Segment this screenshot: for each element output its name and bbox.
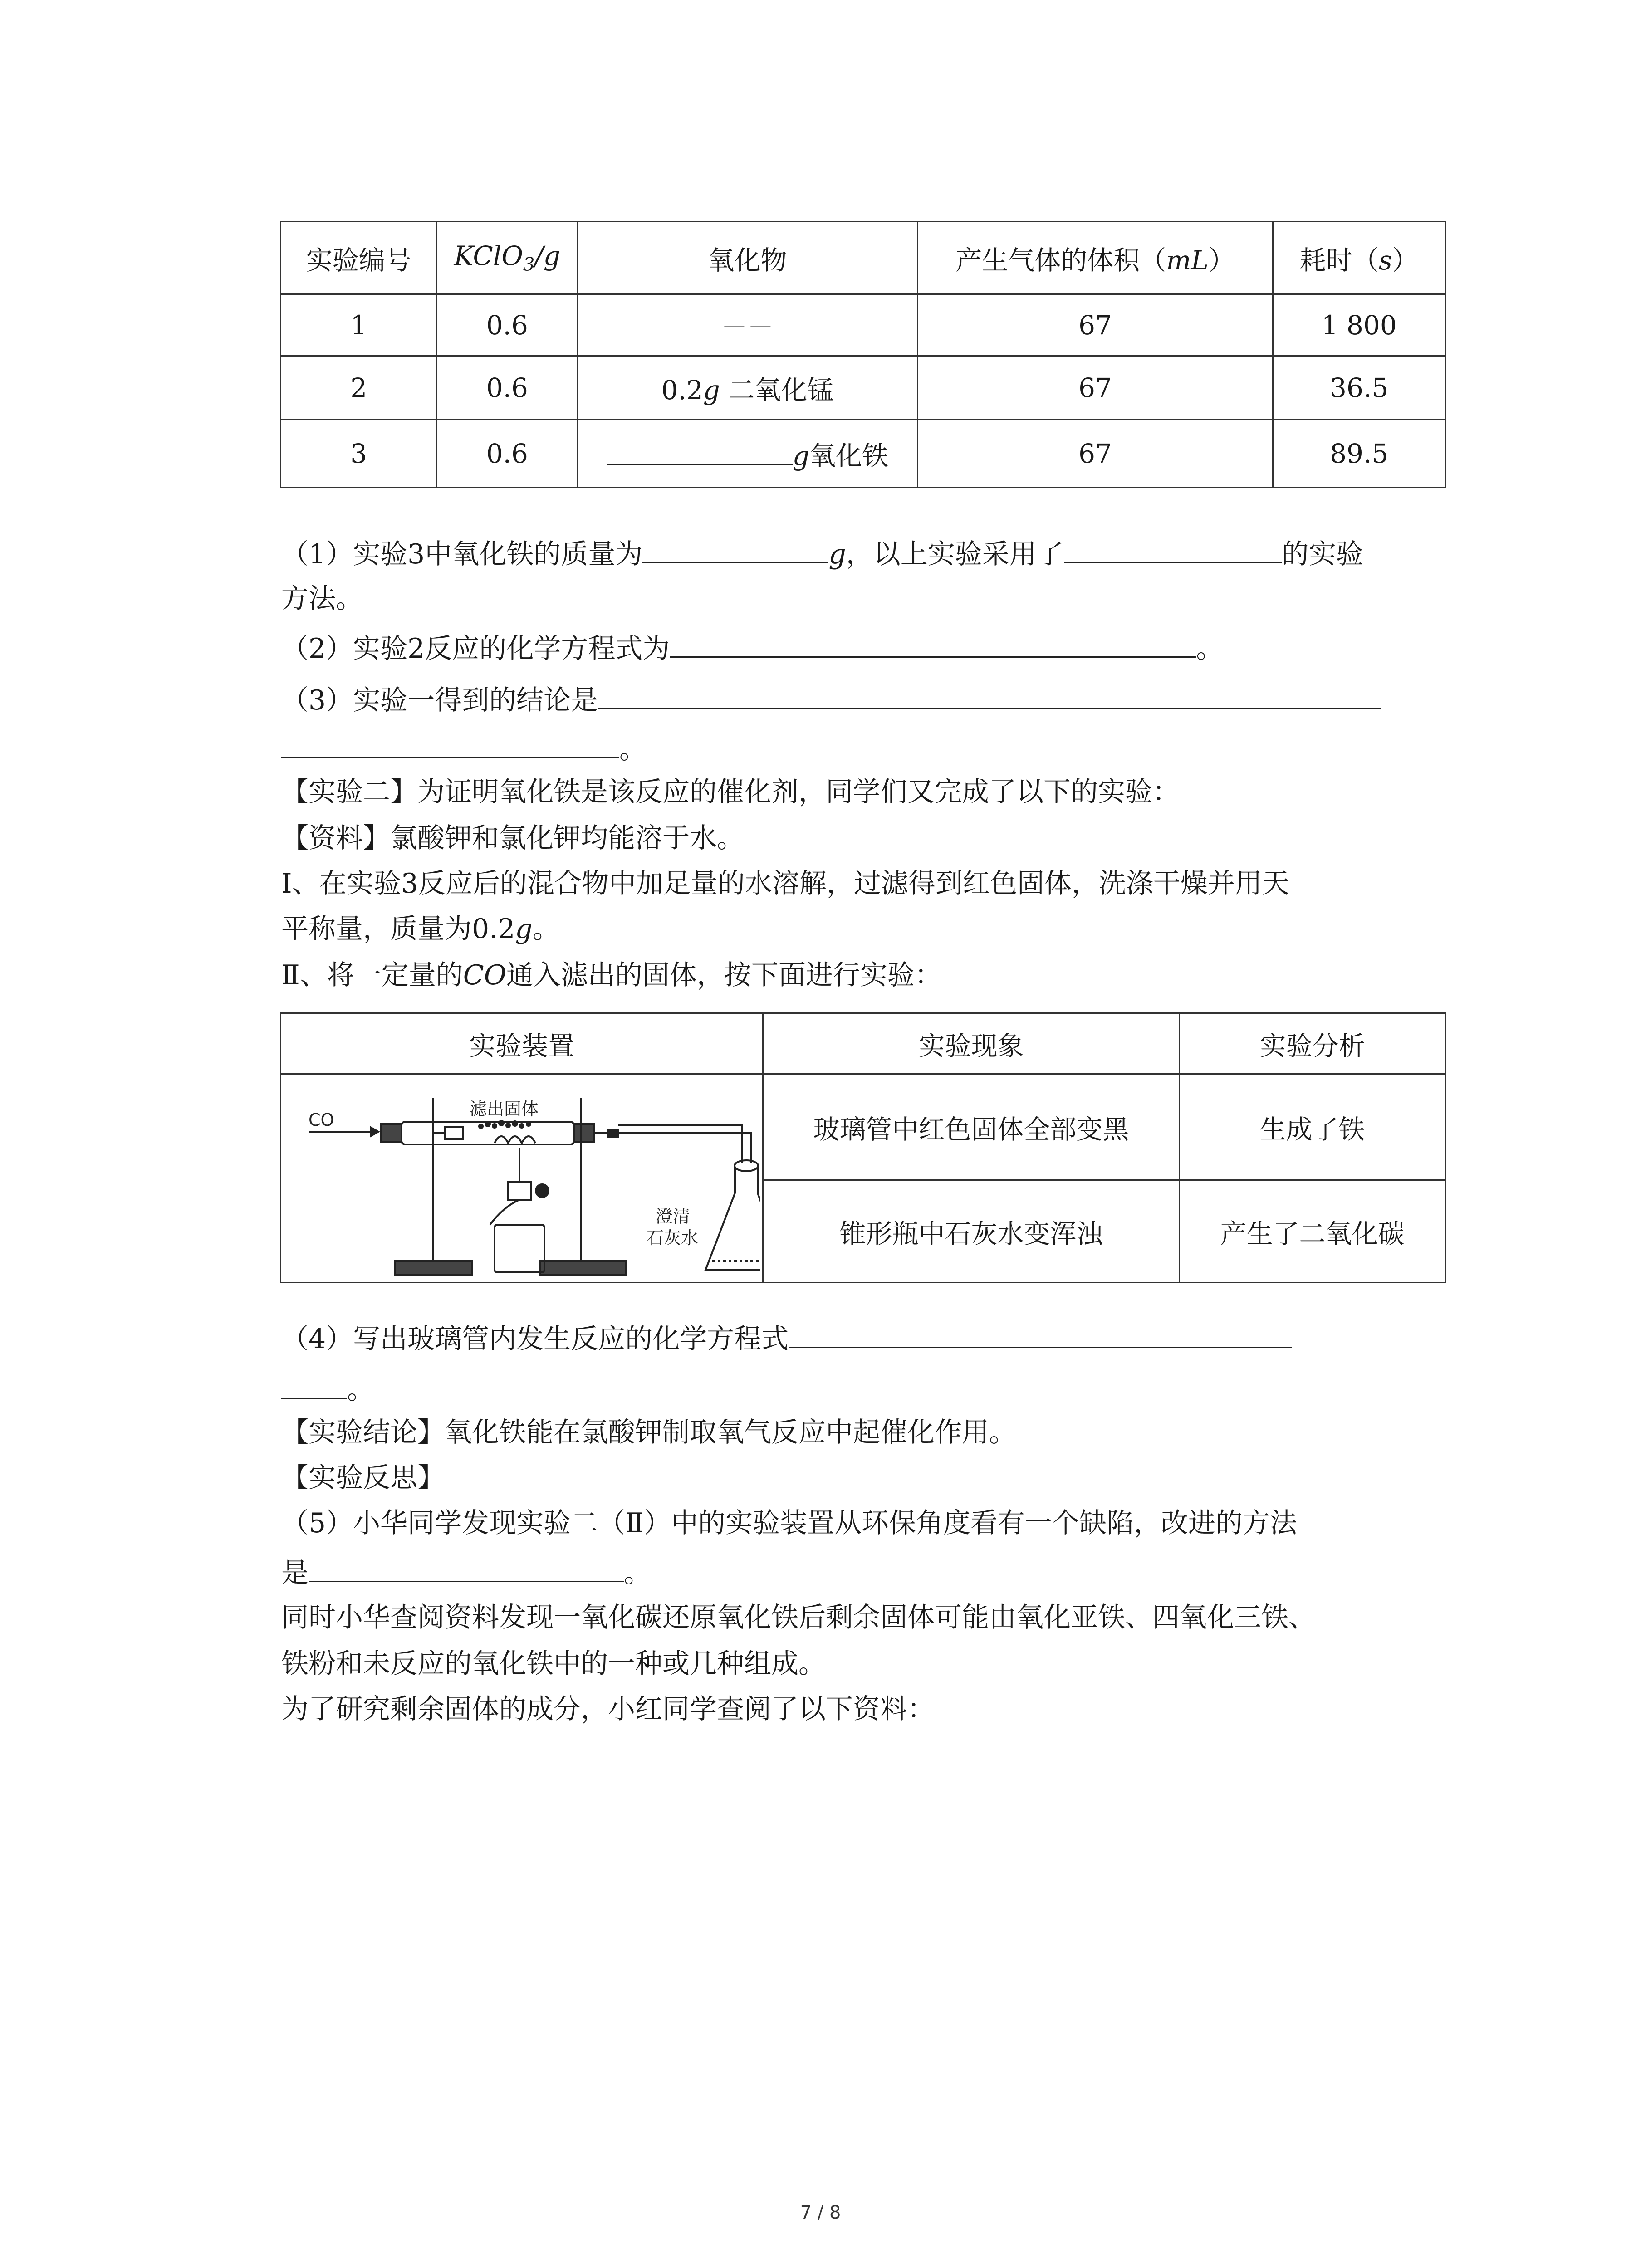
experiment-table-2 — [280, 1012, 1446, 1283]
header-apparatus: 实验装置 — [281, 1013, 763, 1074]
answer-blank[interactable] — [642, 562, 828, 563]
paragraph-1-cont: 铁粉和未反应的氧化铁中的一种或几种组成。 — [281, 1648, 826, 1680]
cell-exp-no: 1 — [281, 294, 437, 356]
solid-label: 滤出固体 — [470, 1099, 539, 1119]
question-5-cont: 是 。 — [281, 1557, 651, 1589]
exp2-step2: Ⅱ、将一定量的CO通入滤出的固体，按下面进行实验： — [281, 959, 942, 991]
cell-phenomenon: 玻璃管中红色固体全部变黑 — [763, 1074, 1179, 1180]
experiment-reflection: 【实验反思】 — [281, 1462, 445, 1494]
cell-time: 1 800 — [1273, 294, 1445, 356]
cell-kclo3: 0.6 — [437, 294, 578, 356]
cell-analysis: 生成了铁 — [1180, 1074, 1445, 1180]
answer-blank[interactable] — [670, 656, 1196, 658]
cell-exp-no: 2 — [281, 356, 437, 420]
header-analysis: 实验分析 — [1180, 1013, 1445, 1074]
question-5-line: （5）小华同学发现实验二（Ⅱ）中的实验装置从环保角度看有一个缺陷，改进的方法 — [281, 1507, 1297, 1539]
limewater-label-2: 石灰水 — [647, 1227, 699, 1248]
cell-volume: 67 — [917, 294, 1273, 356]
exp2-title: 【实验二】为证明氧化铁是该反应的催化剂，同学们又完成了以下的实验： — [281, 776, 1180, 808]
header-exp-no: 实验编号 — [281, 222, 437, 294]
table-header-row — [281, 222, 1445, 294]
cell-kclo3: 0.6 — [437, 420, 578, 488]
cell-analysis: 产生了二氧化碳 — [1180, 1180, 1445, 1283]
question-3-line: （3）实验一得到的结论是 — [281, 682, 1381, 719]
answer-blank[interactable] — [598, 708, 1381, 709]
cell-oxide: －－ — [578, 294, 917, 356]
table-row — [281, 356, 1445, 420]
co-label: CO — [309, 1110, 334, 1130]
page-number: 7 / 8 — [800, 2202, 841, 2223]
apparatus-diagram — [281, 1075, 760, 1282]
paragraph-1: 同时小华查阅资料发现一氧化碳还原氧化铁后剩余固体可能由氧化亚铁、四氧化三铁、 — [281, 1602, 1316, 1633]
header-oxide: 氧化物 — [578, 222, 917, 294]
cell-volume: 67 — [917, 356, 1273, 420]
apparatus-cell — [281, 1074, 763, 1283]
question-3-cont: 。 — [281, 731, 647, 767]
table-row — [281, 294, 1445, 356]
answer-blank[interactable] — [281, 757, 619, 758]
cell-kclo3: 0.6 — [437, 356, 578, 420]
answer-blank[interactable] — [789, 1347, 1292, 1348]
cell-phenomenon: 锥形瓶中石灰水变浑浊 — [763, 1180, 1179, 1283]
answer-blank[interactable] — [1064, 562, 1282, 563]
answer-blank[interactable] — [281, 1398, 347, 1399]
header-phenomenon: 实验现象 — [763, 1013, 1179, 1074]
limewater-label-1: 澄清 — [656, 1206, 691, 1227]
answer-blank[interactable] — [309, 1581, 624, 1582]
question-1-line: （1）实验3中氧化铁的质量为 g，以上实验采用了 的实验 — [281, 538, 1363, 570]
question-4-cont: 。 — [281, 1372, 374, 1408]
question-1-cont: 方法。 — [281, 583, 363, 615]
table-header-row — [281, 1013, 1445, 1074]
cell-oxide: 0.2g 二氧化锰 — [578, 356, 917, 420]
cell-exp-no: 3 — [281, 420, 437, 488]
answer-blank[interactable] — [607, 464, 793, 465]
cell-volume: 67 — [917, 420, 1273, 488]
table-row — [281, 420, 1445, 488]
table-row — [281, 1074, 1445, 1180]
cell-time: 89.5 — [1273, 420, 1445, 488]
question-4-line: （4）写出玻璃管内发生反应的化学方程式 — [281, 1321, 1292, 1357]
exp2-info: 【资料】氯酸钾和氯化钾均能溶于水。 — [281, 822, 744, 854]
exp2-step1: Ⅰ、在实验3反应后的混合物中加足量的水溶解，过滤得到红色固体，洗涤干燥并用天 — [281, 868, 1289, 899]
paragraph-2: 为了研究剩余固体的成分，小红同学查阅了以下资料： — [281, 1693, 935, 1725]
question-2-line: （2）实验2反应的化学方程式为 。 — [281, 633, 1224, 665]
cell-time: 36.5 — [1273, 356, 1445, 420]
experiment-table-1 — [280, 221, 1446, 488]
header-kclo3: KClO$_3$/g — [437, 222, 578, 294]
header-time: 耗时（s） — [1273, 222, 1445, 294]
experiment-conclusion: 【实验结论】氧化铁能在氯酸钾制取氧气反应中起催化作用。 — [281, 1417, 1016, 1448]
cell-oxide: g氧化铁 — [578, 420, 917, 488]
header-volume: 产生气体的体积（mL） — [917, 222, 1273, 294]
exp2-step1-cont: 平称量，质量为0.2g。 — [281, 913, 560, 945]
